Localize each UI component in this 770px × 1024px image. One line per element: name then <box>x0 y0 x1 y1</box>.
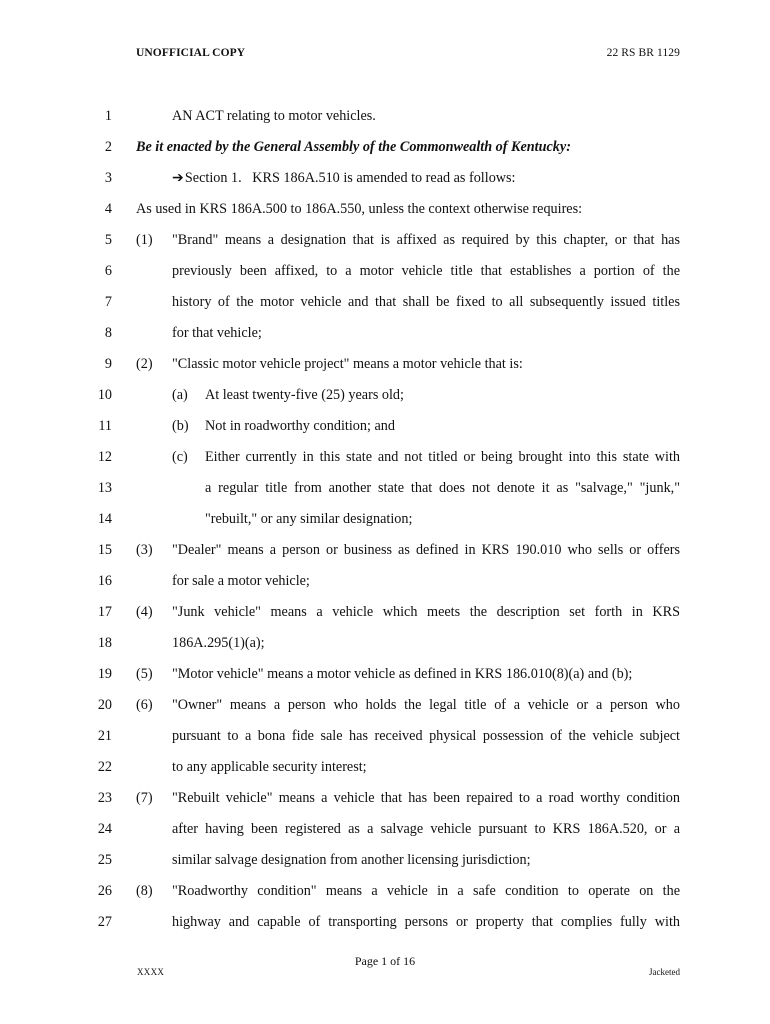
subsection-label: (7) <box>136 790 153 806</box>
arrow-right-icon: ➔ <box>172 170 184 186</box>
line-number: 11 <box>98 418 112 434</box>
line-text: Not in roadworthy condition; and <box>205 418 395 434</box>
paragraph-label: (c) <box>172 449 188 465</box>
line-number: 5 <box>104 232 112 248</box>
line-number: 9 <box>104 356 112 372</box>
line-number: 24 <box>97 821 112 837</box>
line-24 <box>0 819 770 839</box>
line-text: for that vehicle; <box>172 325 262 341</box>
section-heading: Section 1. KRS 186A.510 is amended to read as follows: <box>184 170 516 186</box>
line-text: "Classic motor vehicle project" means a motor vehicle that is: <box>172 356 523 372</box>
line-text: to any applicable security interest; <box>172 759 367 775</box>
line-22 <box>0 757 770 777</box>
line-27 <box>0 912 770 932</box>
line-text: At least twenty-five (25) years old; <box>205 387 404 403</box>
line-number: 2 <box>104 139 112 155</box>
paragraph-label: (a) <box>172 387 188 403</box>
line-number: 21 <box>97 728 112 744</box>
subsection-label: (6) <box>136 697 153 713</box>
line-3 <box>0 168 770 188</box>
line-number: 19 <box>97 666 112 682</box>
definitions-intro: As used in KRS 186A.500 to 186A.550, unless the context otherwise requires: <box>136 201 583 217</box>
line-number: 25 <box>97 852 112 868</box>
line-number: 7 <box>104 294 112 310</box>
subsection-label: (1) <box>136 232 153 248</box>
line-text: "Junk vehicle" means a vehicle which meets the description set forth in KRS <box>172 604 680 620</box>
line-text: similar salvage designation from another licensing jurisdiction; <box>172 852 531 868</box>
line-text: for sale a motor vehicle; <box>172 573 310 589</box>
line-text: pursuant to a bona fide sale has received physical possession of the vehicle subject <box>172 728 680 744</box>
line-12 <box>0 447 770 467</box>
line-text: highway and capable of transporting persons or property that complies fully with <box>172 914 680 930</box>
line-number: 3 <box>104 170 112 186</box>
line-number: 17 <box>97 604 112 620</box>
footer-status: Jacketed <box>649 967 680 977</box>
line-number: 4 <box>104 201 112 217</box>
subsection-label: (3) <box>136 542 153 558</box>
line-text: "Roadworthy condition" means a vehicle in a safe condition to operate on the <box>172 883 680 899</box>
header-bill-number: 22 RS BR 1129 <box>606 47 680 59</box>
line-5 <box>0 230 770 250</box>
line-number: 13 <box>97 480 112 496</box>
line-14 <box>0 509 770 529</box>
line-text: "Owner" means a person who holds the legal title of a vehicle or a person who <box>172 697 680 713</box>
line-text: "Dealer" means a person or business as defined in KRS 190.010 who sells or offers <box>172 542 680 558</box>
line-number: 18 <box>97 635 112 651</box>
line-25 <box>0 850 770 870</box>
line-number: 1 <box>104 108 112 124</box>
line-number: 22 <box>97 759 112 775</box>
footer-code: XXXX <box>137 967 165 977</box>
line-18 <box>0 633 770 653</box>
line-text: "Rebuilt vehicle" means a vehicle that has been repaired to a road worthy condition <box>172 790 680 806</box>
line-8 <box>0 323 770 343</box>
line-6 <box>0 261 770 281</box>
line-10 <box>0 385 770 405</box>
line-4 <box>0 199 770 219</box>
line-number: 20 <box>97 697 112 713</box>
line-9 <box>0 354 770 374</box>
subsection-label: (5) <box>136 666 153 682</box>
line-20 <box>0 695 770 715</box>
page-number: Page 1 of 16 <box>354 954 416 968</box>
line-text: "Brand" means a designation that is affixed as required by this chapter, or that has <box>172 232 680 248</box>
line-number: 8 <box>104 325 112 341</box>
paragraph-label: (b) <box>172 418 189 434</box>
line-text: "Motor vehicle" means a motor vehicle as defined in KRS 186.010(8)(a) and (b); <box>172 666 633 682</box>
line-23 <box>0 788 770 808</box>
subsection-label: (2) <box>136 356 153 372</box>
line-26 <box>0 881 770 901</box>
line-17 <box>0 602 770 622</box>
line-number: 12 <box>97 449 112 465</box>
line-number: 10 <box>97 387 112 403</box>
enacting-clause: Be it enacted by the General Assembly of the Commonwealth of Kentucky: <box>136 139 571 155</box>
line-text: previously been affixed, to a motor vehicle title that establishes a portion of the <box>172 263 680 279</box>
line-text: after having been registered as a salvage vehicle pursuant to KRS 186A.520, or a <box>172 821 680 837</box>
line-13 <box>0 478 770 498</box>
line-text: a regular title from another state that does not denote it as "salvage," "junk," <box>205 480 680 496</box>
line-16 <box>0 571 770 591</box>
line-text: Either currently in this state and not titled or being brought into this state with <box>205 449 680 465</box>
line-1 <box>0 106 770 126</box>
line-21 <box>0 726 770 746</box>
subsection-label: (4) <box>136 604 153 620</box>
line-2 <box>0 137 770 157</box>
line-number: 23 <box>97 790 112 806</box>
line-text: "rebuilt," or any similar designation; <box>205 511 413 527</box>
header-unofficial-copy: UNOFFICIAL COPY <box>136 47 246 59</box>
line-number: 27 <box>97 914 112 930</box>
line-text: 186A.295(1)(a); <box>172 635 265 651</box>
line-15 <box>0 540 770 560</box>
act-title: AN ACT relating to motor vehicles. <box>172 108 376 124</box>
line-text: history of the motor vehicle and that shall be fixed to all subsequently issued titles <box>172 294 680 310</box>
line-19 <box>0 664 770 684</box>
line-11 <box>0 416 770 436</box>
line-number: 26 <box>97 883 112 899</box>
line-number: 14 <box>97 511 112 527</box>
subsection-label: (8) <box>136 883 153 899</box>
line-number: 6 <box>104 263 112 279</box>
line-7 <box>0 292 770 312</box>
line-number: 16 <box>97 573 112 589</box>
line-number: 15 <box>97 542 112 558</box>
